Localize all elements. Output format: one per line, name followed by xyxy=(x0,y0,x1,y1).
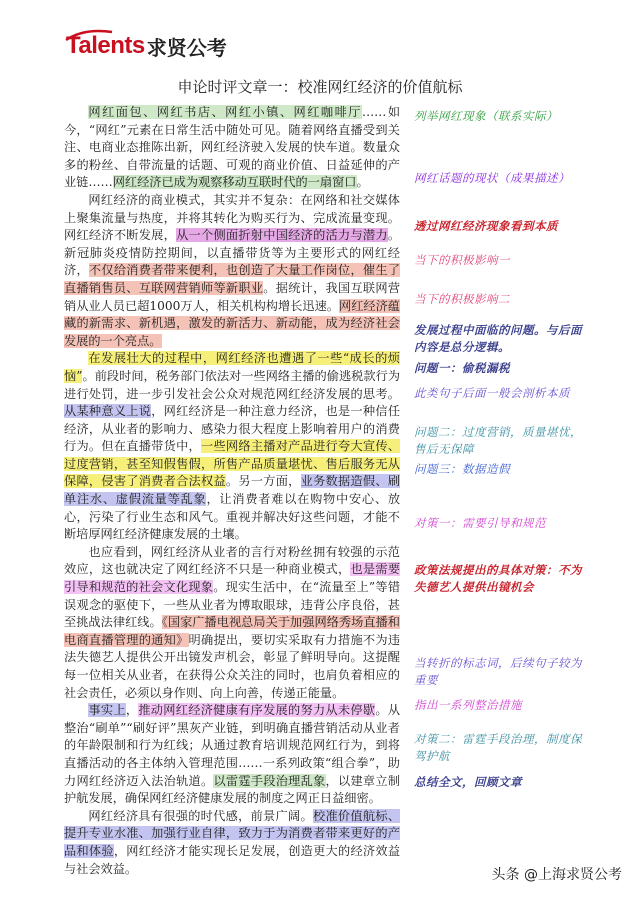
highlighted-text: 业务数据造假、刷单注水、虚假流量等乱象 xyxy=(64,474,401,507)
article-paragraph xyxy=(64,544,400,702)
text-segment: 也应看到，网红经济从业者的言行对粉丝拥有较强的示范效应，这也就决定了网红经济不只是一种商业模式， xyxy=(64,544,400,577)
article-paragraph xyxy=(64,702,400,808)
highlighted-text: 也是需要引导和规范的社会文化现象 xyxy=(64,562,401,595)
margin-note: 网红话题的现状（成果描述） xyxy=(414,171,570,185)
highlighted-text: 推动网红经济健康有序发展的努力从未停歇 xyxy=(138,703,376,718)
margin-note: 问题三：数据造假 xyxy=(414,462,510,476)
article-body xyxy=(64,104,400,878)
text-segment: ，以建章立制护航发展，确保网红经济健康发展的制度之网正日益细密。 xyxy=(64,773,401,806)
margin-note: 列举网红现象（联系实际） xyxy=(414,109,558,123)
text-segment: 。另一方面， xyxy=(225,474,301,489)
highlighted-text: 以雷霆手段治理乱象 xyxy=(213,773,326,788)
highlighted-text: 校准价值航标、提升专业水准、加强行业自律，致力于为消费者带来更好的产品和体验 xyxy=(64,808,401,858)
article-paragraph xyxy=(64,808,400,878)
logo xyxy=(66,28,227,64)
highlighted-text: 从某种意义上说 xyxy=(64,404,152,419)
highlighted-text: 网红面包、网红书店、网红小镇、网红咖啡厅 xyxy=(88,105,362,119)
text-segment: ，让消费者难以在购物中安心、放心，污染了行业生态和风气。重视并解决好这些问题，才能不断培厚网红经济健康发展的土壤。 xyxy=(64,492,401,542)
text-segment: 。从整治“刷单”“刷好评”黑灰产业链，到明确直播营销活动从业者的年龄限制和行为红线；从通过教育培训规范网红行为，到将直播活动的各主体纳入管理范围……一系列政策“组合拳”，助力网红经济迈入法治轨道。 xyxy=(64,703,401,788)
text-segment: ，网红经济才能实现长足发展，创造更大的经济效益与社会效益。 xyxy=(64,843,401,876)
highlighted-text: 事实上 xyxy=(88,703,126,718)
article-paragraph xyxy=(64,104,400,192)
text-segment: 。新冠肺炎疫情防控期间，以直播带货等为主要形式的网红经济， xyxy=(64,228,401,278)
margin-note: 发展过程中面临的问题。与后面内容是总分逻辑。 xyxy=(414,323,582,354)
page-title: 申论时评文章一：校准网红经济的价值航标 xyxy=(177,78,463,96)
text-segment: 明确提出，要切实采取有力措施不为违法失德艺人提供公开出镜发声机会，彰显了鲜明导向。这提醒每一位相关从业者，在获得公众关注的同时，也肩负着相应的社会责任，必须以身作则、向上向善，传递正能量。 xyxy=(64,632,401,700)
margin-note: 此类句子后面一般会剖析本质 xyxy=(414,386,570,400)
text-segment: ， xyxy=(125,703,139,718)
margin-note: 当下的积极影响二 xyxy=(414,292,510,306)
margin-note: 指出一系列整治措施 xyxy=(414,698,522,712)
swoosh-icon xyxy=(64,26,114,44)
text-segment: ，网红经济是一种注意力经济，也是一种信任经济，从业者的影响力、感染力很大程度上影响着用户的消费行为。但在直播带货中， xyxy=(64,404,401,454)
highlighted-text: 网红经济蕴藏的新需求、新机遇，激发的新活力、新动能，成为经济社会发展的一个亮点。 xyxy=(64,298,400,348)
text-segment: 网红经济的商业模式，其实并不复杂：在网络和社交媒体上聚集流量与热度，并将其转化为购买行为、完成流量变现。网红经济不断发展， xyxy=(64,192,400,243)
logo-text-cn: 求贤公考 xyxy=(146,35,227,60)
text-segment: 。据统计，我国互联网营销从业人员已超1000万人，相关机构构增长迅速。 xyxy=(64,280,401,313)
logo-text-en: Talents xyxy=(66,32,145,59)
margin-note: 对策二：雷霆手段治理，制度保驾护航 xyxy=(414,732,582,763)
text-segment: 网红经济具有很强的时代感，前景广阔。 xyxy=(88,808,313,823)
highlighted-text: 网红经济已成为观察移动互联时代的一扇窗口 xyxy=(112,175,357,190)
highlighted-text: 从一个侧面折射中国经济的活力与潜力 xyxy=(176,228,388,243)
article-paragraph xyxy=(64,350,400,544)
margin-note: 问题一：偷税漏税 xyxy=(414,361,510,375)
text-segment: ……如今，“网红”元素在日常生活中随处可见。随着网络直播受到关注、电商业态推陈出新，网红经济驶入发展的快车道。数量众多的粉丝、自带流量的话题、可观的商业价值、日益延伸的产业链…… xyxy=(64,105,401,190)
text-segment: 。现实生活中，在“流量至上”等错误观念的驱使下，一些从业者为博取眼球，违背公序良俗，甚至挑战法律红线。 xyxy=(64,580,401,630)
margin-note: 政策法规提出的具体对策：不为失德艺人提供出镜机会 xyxy=(414,563,582,594)
article-paragraph xyxy=(64,192,400,350)
highlighted-text: 不仅给消费者带来便利，也创造了大量工作岗位，催生了直播销售员、互联网营销师等新职业 xyxy=(64,263,401,295)
margin-note: 当下的积极影响一 xyxy=(414,253,510,267)
margin-note: 总结全文，回顾文章 xyxy=(414,775,522,789)
highlighted-text: 在发展壮大的过程中，网红经济也遭遇了一些“成长的烦恼” xyxy=(64,351,400,383)
margin-note: 对策一：需要引导和规范 xyxy=(414,516,546,530)
watermark: 头条 @上海求贤公考 xyxy=(491,867,622,883)
text-segment: 。 xyxy=(356,175,369,190)
highlighted-text: 《国家广播电视总局关于加强网络秀场直播和电商直播管理的通知》 xyxy=(64,615,400,647)
margin-note: 透过网红经济现象看到本质 xyxy=(414,219,558,233)
text-segment: 。前段时间，税务部门依法对一些网络主播的偷逃税款行为进行处罚，进一步引发社会公众对规范网红经济发展的思考。 xyxy=(64,368,401,401)
highlighted-text: 一些网络主播对产品进行夸大宣传、过度营销，甚至知假售假，所售产品质量堪忧、售后服务无从保障，侵害了消费者合法权益 xyxy=(64,439,401,489)
margin-note: 问题二：过度营销，质量堪忧，售后无保障 xyxy=(414,425,582,456)
margin-note: 当转折的标志词，后续句子较为重要 xyxy=(414,656,582,687)
